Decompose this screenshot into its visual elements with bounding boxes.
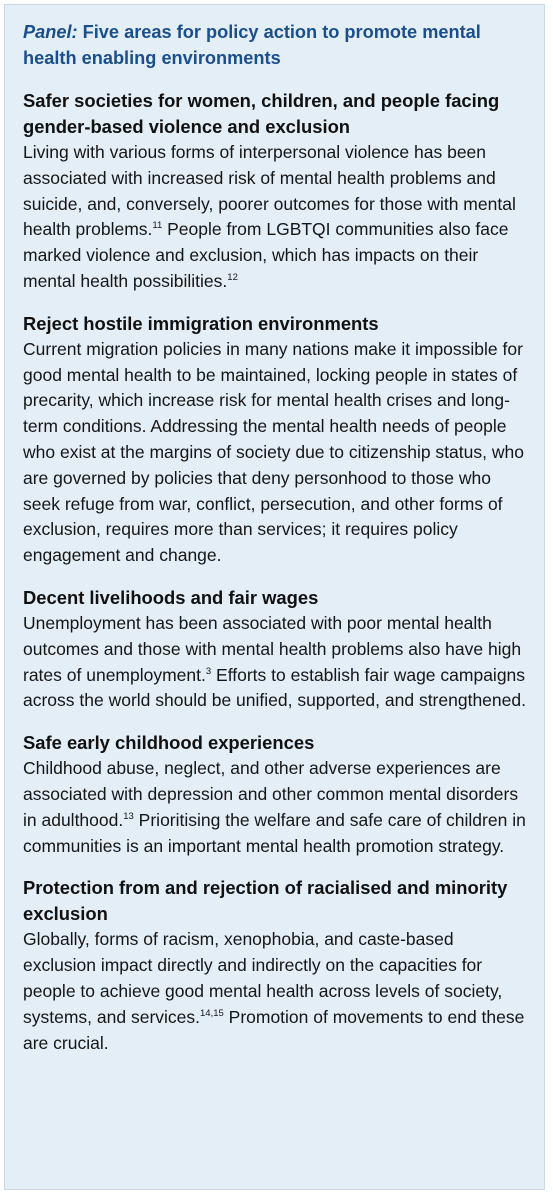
section-heading: Safe early childhood experiences (23, 732, 315, 754)
panel-title-lead: Panel: (23, 22, 78, 42)
body-text: Living with various forms of interpersonal violence has been associated with increased risk of mental health problems and suicide, and, conversely, poorer outcomes for those with mental health problems. (23, 142, 516, 240)
section-body (23, 611, 528, 714)
section-body (23, 140, 528, 295)
section-body (23, 927, 528, 1056)
body-text: Efforts to establish fair wage campaigns across the world should be unified, supported, and strengthened. (23, 664, 526, 711)
body-text: Prioritising the welfare and safe care of children in communities is an important mental health promotion strategy. (23, 809, 526, 856)
body-text: People from LGBTQI communities also face marked violence and exclusion, which has impacts on their mental health possibilities. (23, 219, 509, 291)
body-text: Current migration policies in many nations make it impossible for good mental health to be maintained, locking people in states of precarity, which increase risk for mental health crises and long-term conditions. Addressing the mental health needs of people who exist at the margins of society due to citizenship status, who are governed by policies that deny personhood to those who seek refuge from war, conflict, persecution, and other forms of exclusion, requires more than services; it requires policy engagement and change. (23, 338, 524, 566)
panel-title (23, 19, 528, 71)
body-text: Promotion of movements to end these are crucial. (23, 1006, 525, 1053)
section-heading: Reject hostile immigration environments (23, 312, 379, 334)
section-racialised-exclusion (23, 875, 528, 1056)
reference-marker: 13 (123, 810, 134, 822)
section-immigration (23, 311, 528, 569)
body-text: Childhood abuse, neglect, and other adverse experiences are associated with depression and other common mental disorders in adulthood. (23, 758, 519, 830)
section-childhood (23, 730, 528, 859)
section-body (23, 756, 528, 859)
reference-marker: 12 (227, 271, 238, 283)
section-heading: Safer societies for women, children, and people facing gender-based violence and exclusion (23, 90, 500, 137)
section-livelihoods (23, 585, 528, 714)
panel-title-text: Five areas for policy action to promote mental health enabling environments (23, 22, 481, 68)
reference-marker: 3 (205, 665, 212, 677)
body-text: Globally, forms of racism, xenophobia, and caste-based exclusion impact directly and indirectly on the capacities for people to achieve good mental health across levels of society, systems, and services. (23, 929, 503, 1027)
section-heading: Protection from and rejection of racialised and minority exclusion (23, 877, 508, 925)
policy-panel (4, 4, 545, 1190)
section-body (23, 337, 528, 569)
section-safer-societies (23, 88, 528, 295)
body-text: Unemployment has been associated with poor mental health outcomes and those with mental health problems also have high rates of unemployment. (23, 612, 522, 685)
section-heading: Decent livelihoods and fair wages (23, 586, 319, 608)
reference-marker: 14,15 (200, 1007, 224, 1019)
reference-marker: 11 (152, 220, 163, 232)
